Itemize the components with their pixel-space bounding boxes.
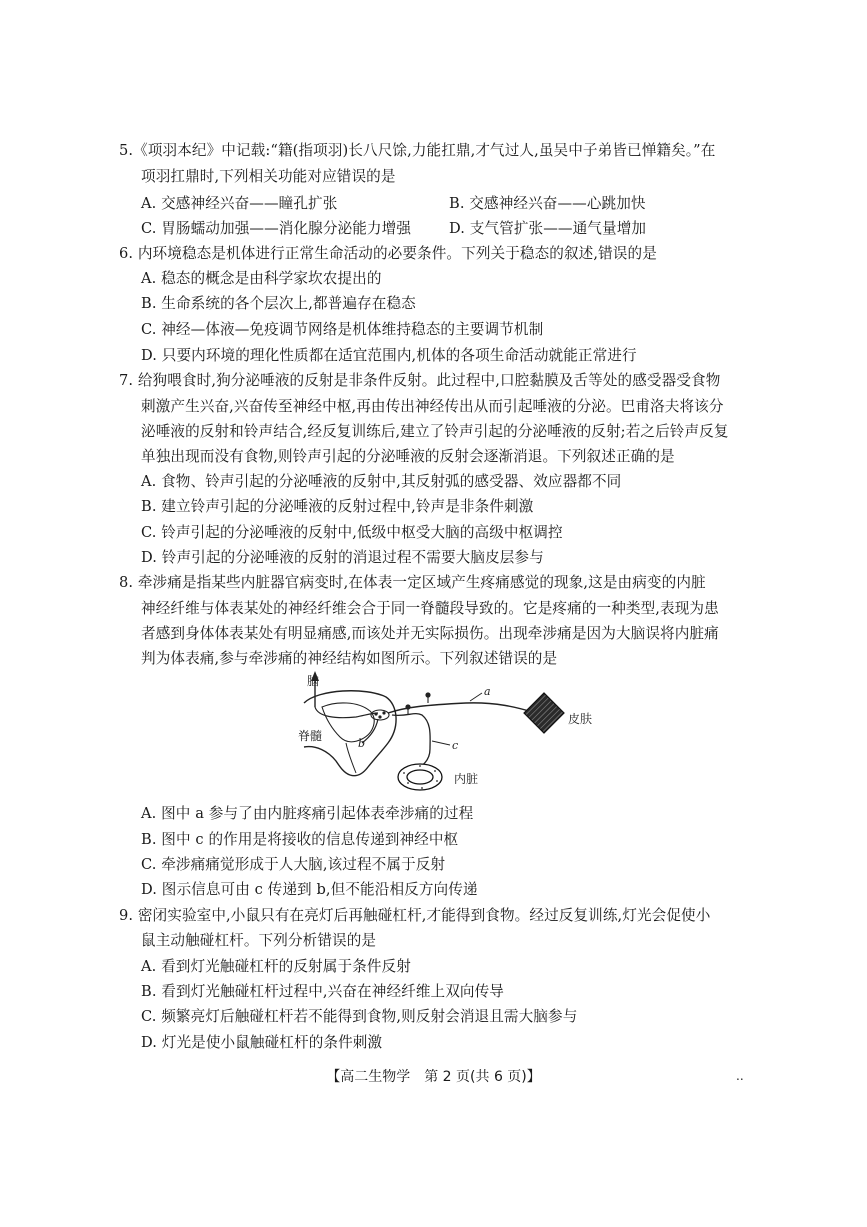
q8-stem-line4: 判为体表痛,参与牵涉痛的神经结构如图所示。下列叙述错误的是 [141,650,558,667]
label-b: b [358,737,366,750]
synapse-cluster-icon [371,710,389,720]
q8-option-d: D. 图示信息可由 c 传递到 b,但不能沿相反方向传递 [141,881,478,898]
q7-option-a: A. 食物、铃声引起的分泌唾液的反射中,其反射弧的感受器、效应器都不同 [141,473,622,490]
q9-option-c: C. 频繁亮灯后触碰杠杆若不能得到食物,则反射会消退且需大脑参与 [141,1008,578,1025]
q8-option-a: A. 图中 a 参与了由内脏疼痛引起体表牵涉痛的过程 [141,805,474,822]
label-c: c [452,739,459,752]
q9-stem-line1: 9. 密闭实验室中,小鼠只有在亮灯后再触碰杠杆,才能得到食物。经过反复训练,灯光会促使小 [119,907,711,924]
q8-stem-line1: 8. 牵涉痛是指某些内脏器官病变时,在体表一定区域产生疼痛感觉的现象,这是由病变的内脏 [119,574,706,591]
q9-option-a: A. 看到灯光触碰杠杆的反射属于条件反射 [141,958,411,975]
q9-stem-line2: 鼠主动触碰杠杆。下列分析错误的是 [141,932,377,949]
viscera-ring-icon [398,764,442,790]
spinal-canal-outline [346,743,356,773]
label-a: a [484,685,491,698]
q9-option-b: B. 看到灯光触碰杠杆过程中,兴奋在神经纤维上双向传导 [141,983,504,1000]
ganglion-c-icon [405,704,410,715]
q6-option-d: D. 只要内环境的理化性质都在适宜范围内,机体的各项生命活动就能正常进行 [141,347,637,364]
label-brain: 脑 [307,674,320,688]
q5-stem-line1: 5.《项羽本纪》中记载:“籍(指项羽)长八尺馀,力能扛鼎,才气过人,虽吴中子弟皆已惮籍矣。”在 [119,142,716,159]
q5-option-c: C. 胃肠蠕动加强——消化腺分泌能力增强 [141,220,412,237]
q5-option-b: B. 交感神经兴奋——心跳加快 [449,195,646,212]
q8-stem-line2: 神经纤维与体表某处的神经纤维会合于同一脊髓段导致的。它是疼痛的一种类型,表现为患 [141,600,719,617]
footer-page-label: 【高二生物学 第 2 页(共 6 页)】 [326,1069,541,1085]
ganglion-a-icon [425,692,430,703]
q5-option-a: A. 交感神经兴奋——瞳孔扩张 [141,195,338,212]
q8-stem-line3: 者感到身体体表某处有明显痛感,而该处并无实际损伤。出现牵涉痛是因为大脑误将内脏痛 [141,625,719,642]
referred-pain-diagram [296,667,596,792]
footer-dots: .. [736,1069,744,1083]
q7-option-d: D. 铃声引起的分泌唾液的反射的消退过程不需要大脑皮层参与 [141,549,544,566]
q7-stem-line3: 泌唾液的反射和铃声结合,经反复训练后,建立了铃声引起的分泌唾液的反射;若之后铃声反复 [141,423,729,440]
q7-stem-line1: 7. 给狗喂食时,狗分泌唾液的反射是非条件反射。此过程中,口腔黏膜及舌等处的感受器受食物 [119,372,721,389]
q8-option-b: B. 图中 c 的作用是将接收的信息传递到神经中枢 [141,831,459,848]
q7-stem-line2: 刺激产生兴奋,兴奋传至神经中枢,再由传出神经传出从而引起唾液的分泌。巴甫洛夫将该分 [141,398,724,415]
q6-option-a: A. 稳态的概念是由科学家坎农提出的 [141,270,382,287]
q6-option-c: C. 神经—体液—免疫调节网络是机体维持稳态的主要调节机制 [141,321,544,338]
q9-option-d: D. 灯光是使小鼠触碰杠杆的条件刺激 [141,1034,383,1051]
q6-option-b: B. 生命系统的各个层次上,都普遍存在稳态 [141,295,416,312]
q7-stem-line4: 单独出现而没有食物,则铃声引起的分泌唾液的反射会逐渐消退。下列叙述正确的是 [141,448,675,465]
q8-option-c: C. 牵涉痛痛觉形成于人大脑,该过程不属于反射 [141,856,446,873]
q7-option-b: B. 建立铃声引起的分泌唾液的反射过程中,铃声是非条件刺激 [141,498,534,515]
label-viscera: 内脏 [454,772,479,786]
label-spinal-cord: 脊髓 [298,729,323,743]
spinal-grey-matter [322,703,374,742]
q5-stem-line2: 项羽扛鼎时,下列相关功能对应错误的是 [141,168,396,185]
fiber-c [392,714,430,767]
skin-block-icon [524,693,564,733]
label-skin: 皮肤 [568,712,593,726]
q5-option-d: D. 支气管扩张——通气量增加 [449,220,647,237]
q7-option-c: C. 铃声引起的分泌唾液的反射中,低级中枢受大脑的高级中枢调控 [141,524,563,541]
q6-stem-line1: 6. 内环境稳态是机体进行正常生命活动的必要条件。下列关于稳态的叙述,错误的是 [119,245,657,262]
